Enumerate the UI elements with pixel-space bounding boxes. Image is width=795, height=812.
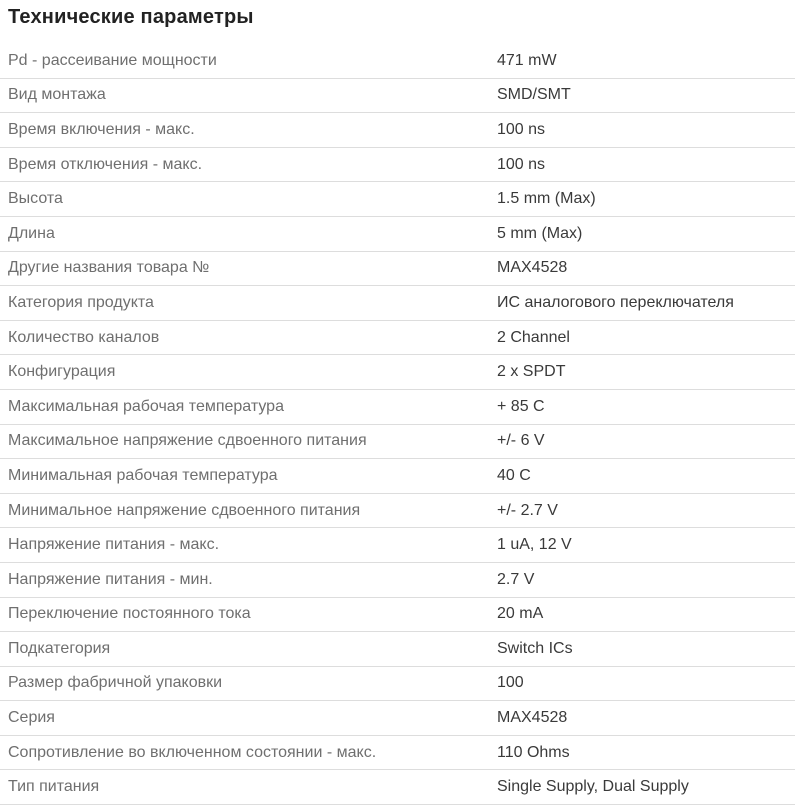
row-label: Размер фабричной упаковки <box>8 674 223 692</box>
table-row <box>0 113 795 148</box>
table-row <box>0 563 795 598</box>
row-value: 110 Ohms <box>497 743 570 761</box>
table-row <box>0 182 795 217</box>
row-label: Переключение постоянного тока <box>8 605 251 623</box>
table-row <box>0 44 795 79</box>
table-row <box>0 701 795 736</box>
table-row <box>0 494 795 529</box>
row-value: MAX4528 <box>497 709 568 727</box>
table-row <box>0 736 795 771</box>
table-row <box>0 217 795 252</box>
row-label: Категория продукта <box>8 293 154 311</box>
row-label: Конфигурация <box>8 363 116 381</box>
table-row <box>0 667 795 702</box>
row-label: Pd - рассеивание мощности <box>8 51 217 69</box>
page-title: Технические параметры <box>8 6 254 28</box>
row-value: +/- 2.7 V <box>497 501 558 519</box>
row-value: 2 x SPDT <box>497 363 566 381</box>
table-row <box>0 459 795 494</box>
row-value: + 85 C <box>497 397 545 415</box>
row-label: Серия <box>8 709 55 727</box>
row-value: 100 ns <box>497 120 546 138</box>
row-value: 1 uA, 12 V <box>497 536 572 554</box>
row-value: 2.7 V <box>497 570 535 588</box>
row-label: Количество каналов <box>8 328 160 346</box>
table-row <box>0 252 795 287</box>
table-row <box>0 632 795 667</box>
row-label: Сопротивление во включенном состоянии - макс. <box>8 743 377 761</box>
table-row <box>0 528 795 563</box>
row-label: Время отключения - макс. <box>8 155 203 173</box>
table-row <box>0 425 795 460</box>
row-label: Минимальное напряжение сдвоенного питания <box>8 501 361 519</box>
row-label: Высота <box>8 190 63 208</box>
row-value: MAX4528 <box>497 259 568 277</box>
row-label: Подкатегория <box>8 639 111 657</box>
row-label: Максимальное напряжение сдвоенного питания <box>8 432 367 450</box>
row-label: Максимальная рабочая температура <box>8 397 284 415</box>
row-label: Длина <box>8 224 55 242</box>
row-label: Вид монтажа <box>8 86 106 104</box>
row-value: 100 ns <box>497 155 546 173</box>
row-value: 40 C <box>497 466 531 484</box>
table-row <box>0 79 795 114</box>
row-value: ИС аналогового переключателя <box>497 293 734 311</box>
row-label: Напряжение питания - мин. <box>8 570 213 588</box>
row-label: Время включения - макс. <box>8 120 195 138</box>
table-row <box>0 598 795 633</box>
row-value: 5 mm (Max) <box>497 224 583 242</box>
row-value: SMD/SMT <box>497 86 571 104</box>
row-value: 20 mA <box>497 605 544 623</box>
table-row <box>0 321 795 356</box>
specs-table <box>0 44 795 805</box>
table-row <box>0 390 795 425</box>
table-row <box>0 148 795 183</box>
row-value: 1.5 mm (Max) <box>497 190 596 208</box>
row-label: Другие названия товара № <box>8 259 210 277</box>
row-label: Напряжение питания - макс. <box>8 536 220 554</box>
row-label: Минимальная рабочая температура <box>8 466 278 484</box>
row-value: Single Supply, Dual Supply <box>497 778 689 796</box>
row-value: 100 <box>497 674 524 692</box>
row-label: Тип питания <box>8 778 100 796</box>
row-value: 471 mW <box>497 51 557 69</box>
table-row <box>0 770 795 805</box>
table-row <box>0 286 795 321</box>
row-value: 2 Channel <box>497 328 570 346</box>
table-row <box>0 355 795 390</box>
row-value: +/- 6 V <box>497 432 545 450</box>
row-value: Switch ICs <box>497 639 573 657</box>
